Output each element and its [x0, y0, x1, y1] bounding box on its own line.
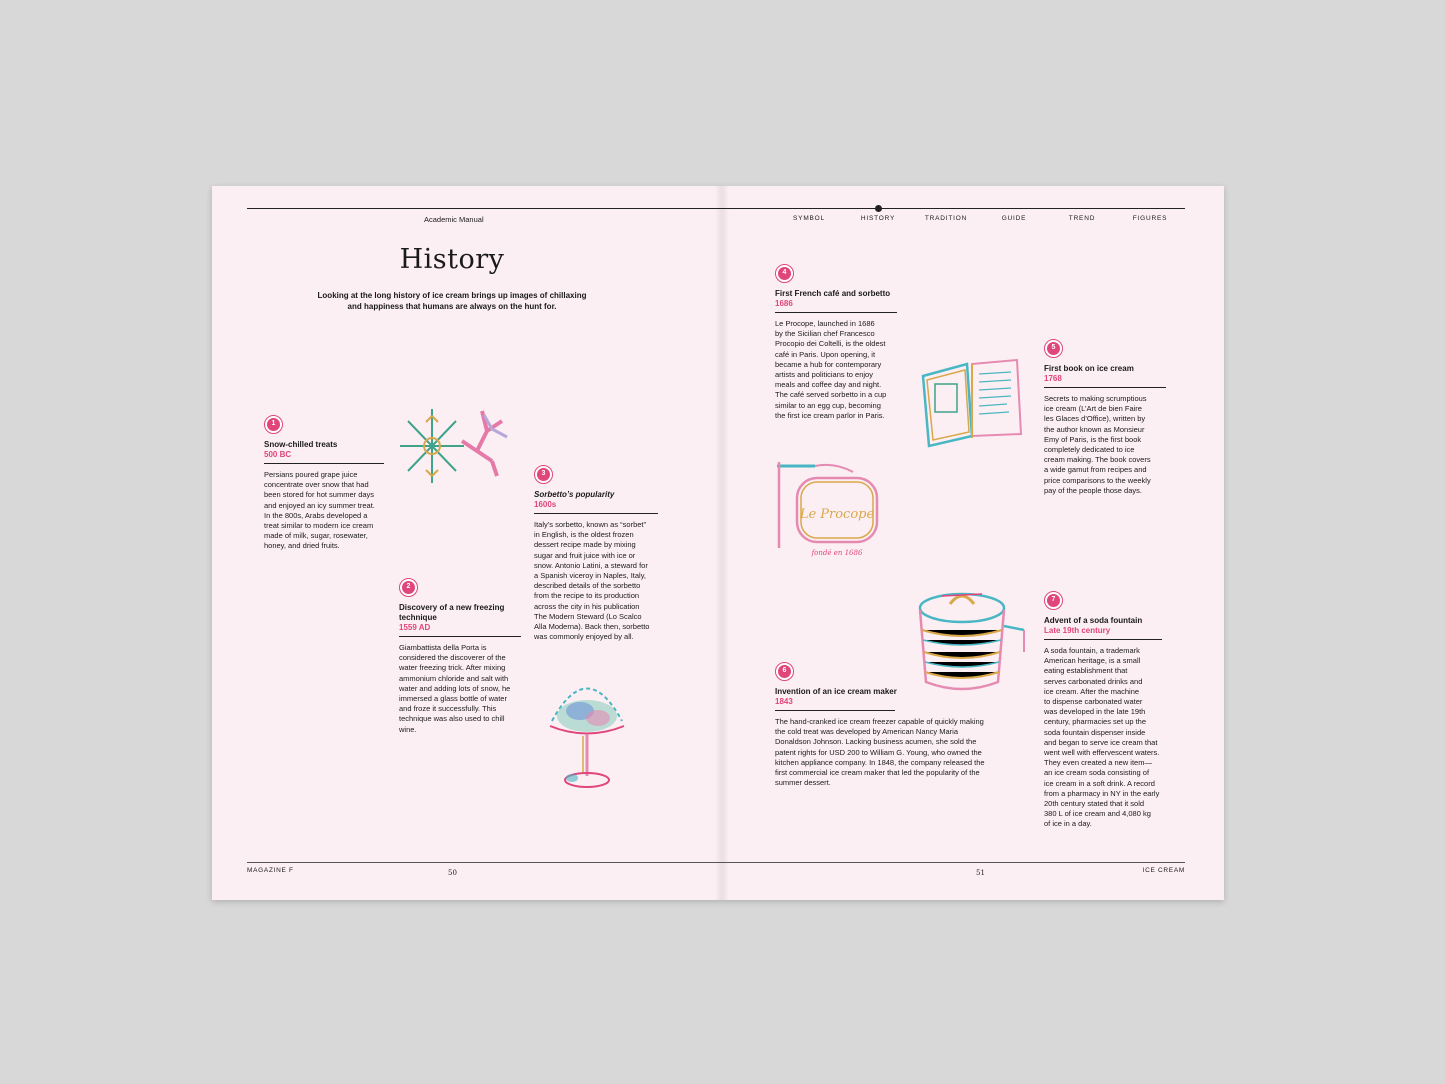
entry-number-badge: 1: [264, 415, 283, 434]
active-nav-marker: [875, 205, 882, 212]
entry-rule: [399, 636, 521, 637]
entry-number-badge: 3: [534, 465, 553, 484]
entry-number-badge: 7: [1044, 591, 1063, 610]
section-title: Academic Manual: [424, 215, 484, 224]
nav-trend[interactable]: TREND: [1068, 215, 1096, 222]
entry-rule: [1044, 639, 1162, 640]
sorbet-cup-illustration: [542, 666, 632, 792]
timeline-entry-5: [1044, 339, 1166, 496]
timeline-entry-2: [399, 578, 521, 735]
snowflake-illustration: [392, 401, 517, 491]
entry-body: Secrets to making scrumptious ice cream (L’Art de bien Faire les Glaces d’Office), written by the author known as Monsieur Emy of Paris, is the first book completely dedicated to ice cream making. The book covers a wide gamut from recipes and price comparisons to the weekly pay of the people those days.: [1044, 394, 1151, 495]
footer-section-name: ICE CREAM: [1142, 867, 1185, 874]
book-gutter: [715, 186, 729, 900]
entry-title: Discovery of a new freezing technique: [399, 603, 505, 622]
entry-date: 1559 AD: [399, 623, 431, 632]
entry-number-badge: 4: [775, 264, 794, 283]
nav-history[interactable]: HISTORY: [860, 215, 896, 222]
open-book-illustration: [917, 356, 1027, 451]
entry-rule: [1044, 387, 1166, 388]
entry-rule: [264, 463, 384, 464]
entry-title: First French café and sorbetto: [775, 289, 891, 298]
sign-subtext: fondé en 1686: [811, 549, 863, 557]
entry-title: Advent of a soda fountain: [1044, 616, 1143, 625]
entry-body: Giambattista della Porta is considered the discoverer of the water freezing trick. After mixing ammonium chloride and salt with water and adding lots of snow, he immersed a glass bottle of water and froze it successfully. This technique was also used to chill wine.: [399, 643, 511, 734]
le-procope-sign-illustration: [775, 458, 885, 564]
sign-text: Le Procope: [799, 507, 875, 522]
footer-magazine-name: MAGAZINE F: [247, 867, 294, 874]
timeline-entry-4: [775, 264, 897, 421]
ice-cream-maker-illustration: [912, 586, 1032, 701]
timeline-entry-1: [264, 415, 384, 552]
entry-body: Le Procope, launched in 1686 by the Sicilian chef Francesco Procopio dei Coltelli, is the oldest café in Paris. Upon opening, it became a hub for contemporary artists and politicians to enjoy meals and coffee day and night. The café served sorbetto in a cup similar to an egg cup, becoming the first ice cream parlor in Paris.: [775, 319, 887, 420]
entry-title: Snow-chilled treats: [264, 440, 338, 449]
timeline-entry-3: [534, 465, 658, 642]
nav-guide[interactable]: GUIDE: [1001, 215, 1027, 222]
nav-symbol[interactable]: SYMBOL: [793, 215, 825, 222]
entry-body: Italy’s sorbetto, known as “sorbet” in English, is the oldest frozen dessert recipe made by mixing sugar and fruit juice with ice or snow. Antonio Latini, a steward for a Spanish viceroy in Naples, Italy, described details of the sorbetto from the recipe to its production across the city in his publication The Modern Steward (Lo Scalco Alla Moderna). Back then, sorbetto was commonly enjoyed by all.: [534, 520, 650, 642]
entry-rule: [775, 312, 897, 313]
entry-body: Persians poured grape juice concentrate over snow that had been stored for hot summer days and enjoyed an icy summer treat. In the 800s, Arabs developed a treat similar to modern ice cream made of milk, sugar, rosewater, honey, and dried fruits.: [264, 470, 375, 551]
intro-text: Looking at the long history of ice cream brings up images of chillaxing and happiness that humans are always on the hunt for.: [317, 291, 587, 311]
page-title: History: [399, 244, 505, 275]
header-rule: [247, 208, 1185, 209]
entry-date: 500 BC: [264, 450, 292, 459]
timeline-entry-7: [1044, 591, 1172, 830]
entry-number-badge: 2: [399, 578, 418, 597]
nav-tradition[interactable]: TRADITION: [924, 215, 968, 222]
entry-title: Sorbetto’s popularity: [534, 490, 615, 499]
entry-body: The hand-cranked ice cream freezer capable of quickly making the cold treat was developed by American Nancy Maria Donaldson Johnson. Lacking business acumen, she sold the patent rights for USD 200 to William G. Young, who owned the kitchen appliance company. In 1848, the company released the first commercial ice cream maker that led the popularity of the summer dessert.: [775, 717, 985, 788]
entry-date: Late 19th century: [1044, 626, 1111, 635]
entry-title: First book on ice cream: [1044, 364, 1134, 373]
entry-title: Invention of an ice cream maker: [775, 687, 897, 696]
page-number-right: 51: [976, 869, 985, 877]
magazine-spread: [212, 186, 1224, 900]
entry-number-badge: 5: [1044, 339, 1063, 358]
entry-date: 1768: [1044, 374, 1062, 383]
footer-rule: [247, 862, 1185, 863]
entry-date: 1600s: [534, 500, 557, 509]
nav-figures[interactable]: FIGURES: [1132, 215, 1168, 222]
entry-body: A soda fountain, a trademark American heritage, is a small eating establishment that serves carbonated drinks and ice cream. After the machine to dispense carbonated water was developed in the late 19th century, pharmacies set up the soda fountain dispenser inside and began to serve ice cream that went well with effervescent waters. They even created a new item— an ice cream soda consisting of ice cream in a soft drink. A record from a pharmacy in NY in the early 20th century stated that it sold 380 L of ice cream and 4,080 kg of ice in a day.: [1044, 646, 1160, 829]
entry-date: 1843: [775, 697, 793, 706]
page-number-left: 50: [448, 869, 457, 877]
entry-rule: [775, 710, 895, 711]
entry-date: 1686: [775, 299, 793, 308]
entry-number-badge: 6: [775, 662, 794, 681]
entry-rule: [534, 513, 658, 514]
